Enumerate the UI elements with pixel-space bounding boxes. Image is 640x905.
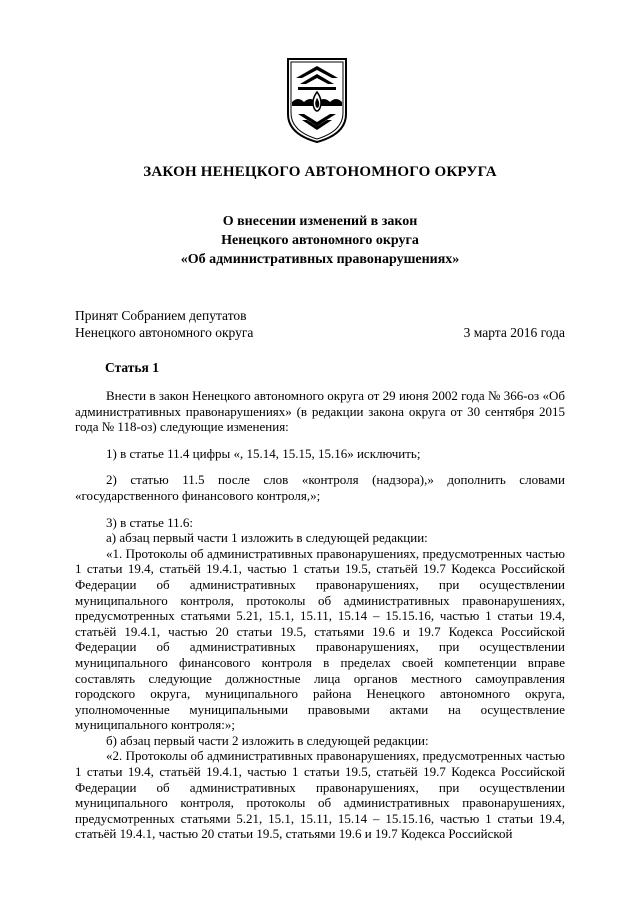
- paragraph: 1) в статье 11.4 цифры «, 15.14, 15.15, 15.16» исключить;: [106, 445, 421, 461]
- subtitle-line: «Об административных правонарушениях»: [180, 252, 460, 267]
- paragraph: 2) статью 11.5 после слов «контроля (надзора),» дополнить словами «государственного финансового контроля,»;: [75, 472, 565, 503]
- paragraph: Внести в закон Ненецкого автономного округа от 29 июня 2002 года № 366-оз «Об административных правонарушениях» (в редакции закона округа от 30 сентября 2015 года № 118-оз) следующие изменения:: [75, 388, 565, 435]
- paragraph: 3) в статье 11.6:: [106, 514, 194, 530]
- adopted-by-line: Ненецкого автономного округа: [75, 325, 254, 340]
- article-heading: Статья 1: [105, 360, 159, 375]
- article-body: [75, 388, 565, 842]
- subtitle-line: О внесении изменений в закон: [222, 214, 418, 229]
- paragraph: а) абзац первый части 1 изложить в следующей редакции:: [106, 530, 428, 546]
- law-subtitle: [0, 212, 640, 269]
- adopted-by-line: Принят Собранием депутатов: [75, 308, 247, 323]
- subtitle-line: Ненецкого автономного округа: [221, 233, 419, 248]
- coat-of-arms-icon: [284, 56, 350, 144]
- law-title: ЗАКОН НЕНЕЦКОГО АВТОНОМНОГО ОКРУГА: [143, 164, 497, 180]
- paragraph: «1. Протоколы об административных правонарушениях, предусмотренных частью 1 статьи 19.4, статьёй 19.4.1, частью 1 статьи 19.5, статьёй 19.7 Кодекса Российской Федерации об административных правонарушениях, при осуществлении муниципального контроля, протоколы об административных правонарушениях, предусмотренных статьями 5.21, 15.1, 15.11, 15.14 – 15.15.16, частью 1 статьи 19.4, статьёй 19.4.1, частью 20 статьи 19.5, статьями 19.6 и 19.7 Кодекса Российской Федерации об административных правонарушениях, при осуществлении муниципального финансового контроля в пределах своей компетенции вправе составлять следующие должностные лица органов местного самоуправления городского округа, муниципального района Ненецкого автономного округа, уполномоченные муниципальными правовыми актами на осуществление муниципального контроля:»;: [75, 545, 565, 733]
- adoption-date: 3 марта 2016 года: [463, 325, 565, 340]
- adoption-block: [75, 307, 565, 341]
- paragraph: «2. Протоколы об административных правонарушениях, предусмотренных частью 1 статьи 19.4, статьёй 19.4.1, частью 1 статьи 19.5, статьёй 19.7 Кодекса Российской Федерации об административных правонарушениях, при осуществлении муниципального контроля, протоколы об административных правонарушениях, предусмотренных статьями 5.21, 15.1, 15.11, 15.14 – 15.15.16, частью 1 статьи 19.4, статьёй 19.4.1, частью 20 статьи 19.5, статьями 19.6 и 19.7 Кодекса Российской: [75, 748, 565, 842]
- paragraph: б) абзац первый части 2 изложить в следующей редакции:: [106, 732, 429, 748]
